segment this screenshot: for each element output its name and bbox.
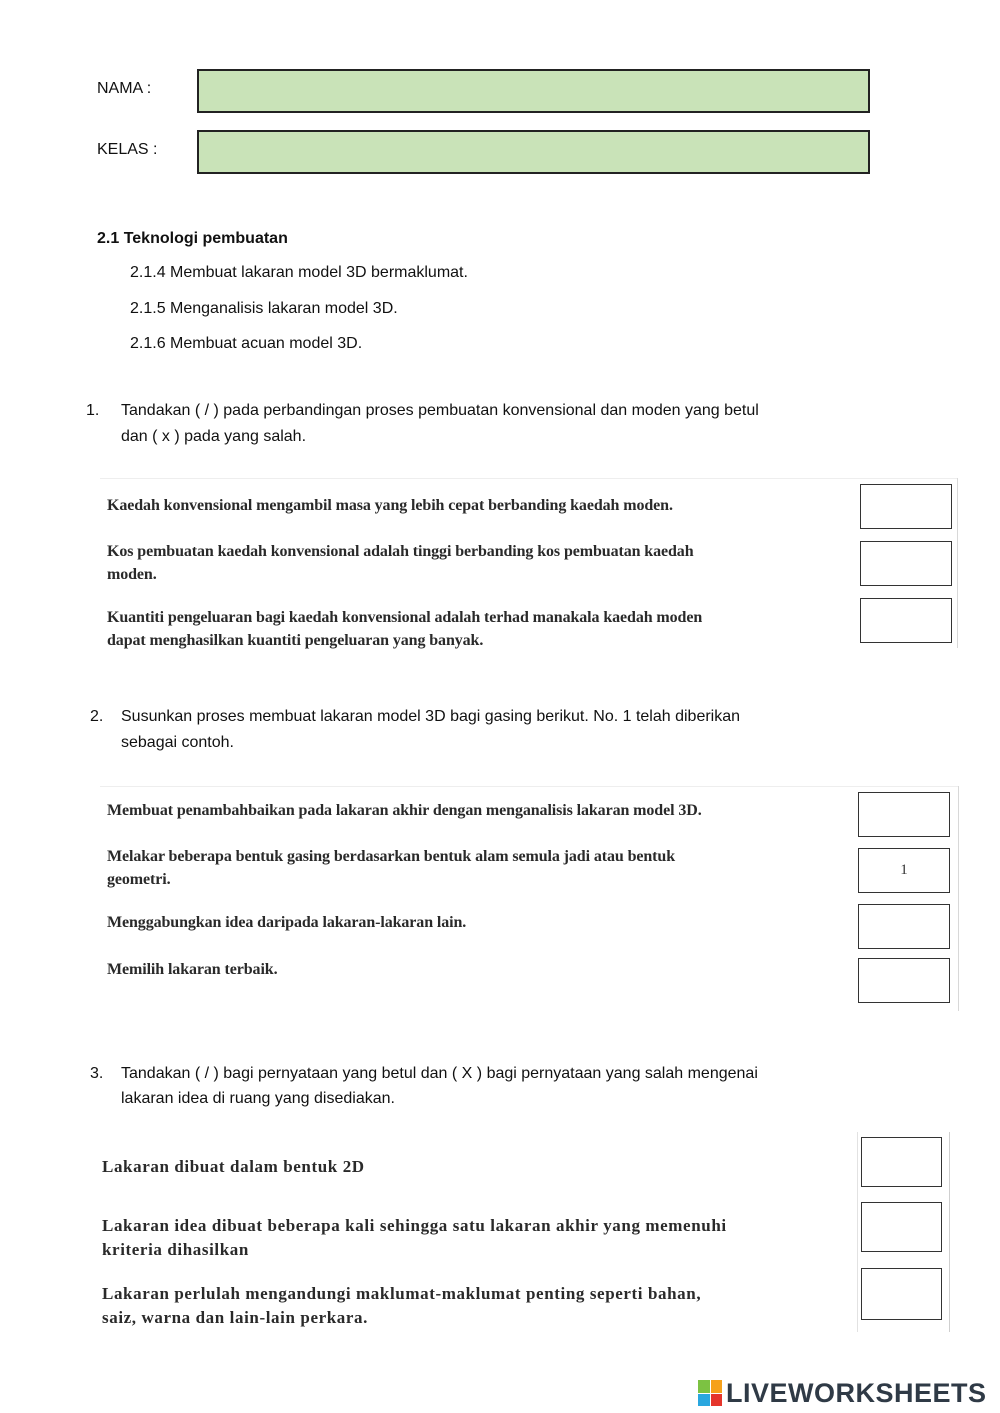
q2-instruction-line2: sebagai contoh. xyxy=(121,734,234,751)
q2-table-top-edge xyxy=(100,786,958,787)
q3-statement-2-line1: Lakaran idea dibuat beberapa kali sehingga satu lakaran akhir yang memenuhi xyxy=(102,1216,727,1235)
q2-statement-2 xyxy=(107,845,675,891)
class-input[interactable] xyxy=(199,132,868,172)
name-field[interactable] xyxy=(197,69,870,113)
name-input[interactable] xyxy=(199,71,868,111)
q1-statement-2 xyxy=(107,540,694,586)
q1-answer-box-2[interactable] xyxy=(860,541,952,586)
q2-answer-input-1[interactable] xyxy=(859,792,949,837)
q3-table-left-edge xyxy=(857,1132,858,1332)
q3-answer-input-2[interactable] xyxy=(862,1202,941,1252)
q2-instruction-line1: Susunkan proses membuat lakaran model 3D bagi gasing berikut. No. 1 telah diberikan xyxy=(121,708,741,725)
q1-answer-box-3[interactable] xyxy=(860,598,952,643)
q3-answer-box-1[interactable] xyxy=(861,1137,942,1187)
q3-instruction-line1: Tandakan ( / ) bagi pernyataan yang betul dan ( X ) bagi pernyataan yang salah mengenai xyxy=(121,1065,758,1082)
q1-answer-input-3[interactable] xyxy=(861,598,951,643)
q2-statement-1 xyxy=(107,799,702,822)
q1-answer-input-1[interactable] xyxy=(861,484,951,529)
q1-answer-box-1[interactable] xyxy=(860,484,952,529)
q3-answer-input-3[interactable] xyxy=(862,1268,941,1320)
q1-table-top-edge xyxy=(100,478,958,479)
q2-answer-box-1[interactable] xyxy=(858,792,950,837)
q3-statement-3-line2: saiz, warna dan lain-lain perkara. xyxy=(102,1308,368,1327)
q1-statement-1-line1: Kaedah konvensional mengambil masa yang lebih cepat berbanding kaedah moden. xyxy=(107,497,673,514)
q1-table-right-edge xyxy=(957,478,958,648)
liveworksheets-logo-icon xyxy=(698,1380,722,1406)
q2-answer-box-2 xyxy=(858,848,950,893)
section-item-2: 2.1.5 Menganalisis lakaran model 3D. xyxy=(130,300,398,317)
q1-statement-3-line2: dapat menghasilkan kuantiti pengeluaran yang banyak. xyxy=(107,632,484,649)
q2-statement-4 xyxy=(107,958,277,981)
section-item-3: 2.1.6 Membuat acuan model 3D. xyxy=(130,335,363,352)
q2-answer-input-4[interactable] xyxy=(859,958,949,1003)
q2-answer-box-3[interactable] xyxy=(858,904,950,949)
q3-instruction-line2: lakaran idea di ruang yang disediakan. xyxy=(121,1090,395,1107)
section-item-1: 2.1.4 Membuat lakaran model 3D bermaklumat. xyxy=(130,264,468,281)
q1-statement-3 xyxy=(107,606,702,652)
q1-statement-3-line1: Kuantiti pengeluaran bagi kaedah konvensional adalah terhad manakala kaedah moden xyxy=(107,609,703,626)
q1-number: 1. xyxy=(86,402,100,419)
q2-answer-preset: 1 xyxy=(900,862,908,878)
q3-table-right-edge xyxy=(949,1132,950,1332)
q2-answer-box-4[interactable] xyxy=(858,958,950,1003)
q3-statement-2-line2: kriteria dihasilkan xyxy=(102,1240,249,1259)
q3-statement-2 xyxy=(102,1214,727,1262)
q3-statement-1 xyxy=(102,1155,365,1179)
q1-instruction-line1: Tandakan ( / ) pada perbandingan proses pembuatan konvensional dan moden yang betul xyxy=(121,402,759,419)
liveworksheets-logo[interactable] xyxy=(698,1378,987,1408)
q2-statement-2-line1: Melakar beberapa bentuk gasing berdasarkan bentuk alam semula jadi atau bentuk xyxy=(107,848,675,865)
class-field[interactable] xyxy=(197,130,870,174)
q1-statement-1 xyxy=(107,494,673,517)
q2-statement-1-line1: Membuat penambahbaikan pada lakaran akhir dengan menganalisis lakaran model 3D. xyxy=(107,802,702,819)
q1-instruction-line2: dan ( x ) pada yang salah. xyxy=(121,428,307,445)
q2-table-right-edge xyxy=(958,786,959,1011)
q2-answer-input-3[interactable] xyxy=(859,904,949,949)
section-title: 2.1 Teknologi pembuatan xyxy=(97,230,288,247)
q1-answer-input-2[interactable] xyxy=(861,541,951,586)
q3-number: 3. xyxy=(90,1065,104,1082)
q1-statement-2-line2: moden. xyxy=(107,566,157,583)
q2-statement-4-line1: Memilih lakaran terbaik. xyxy=(107,961,278,978)
q2-statement-3 xyxy=(107,911,466,934)
name-label: NAMA : xyxy=(97,80,152,97)
q3-answer-input-1[interactable] xyxy=(862,1137,941,1187)
q3-answer-box-3[interactable] xyxy=(861,1268,942,1320)
q2-number: 2. xyxy=(90,708,104,725)
q3-statement-3 xyxy=(102,1282,701,1330)
q2-statement-2-line2: geometri. xyxy=(107,871,171,888)
q1-statement-2-line1: Kos pembuatan kaedah konvensional adalah tinggi berbanding kos pembuatan kaedah xyxy=(107,543,694,560)
class-label: KELAS : xyxy=(97,141,158,158)
q2-statement-3-line1: Menggabungkan idea daripada lakaran-lakaran lain. xyxy=(107,914,467,931)
q3-answer-box-2[interactable] xyxy=(861,1202,942,1252)
q3-statement-1-line1: Lakaran dibuat dalam bentuk 2D xyxy=(102,1157,365,1176)
q3-statement-3-line1: Lakaran perlulah mengandungi maklumat-maklumat penting seperti bahan, xyxy=(102,1284,702,1303)
liveworksheets-logo-text: LIVEWORKSHEETS xyxy=(726,1377,987,1408)
